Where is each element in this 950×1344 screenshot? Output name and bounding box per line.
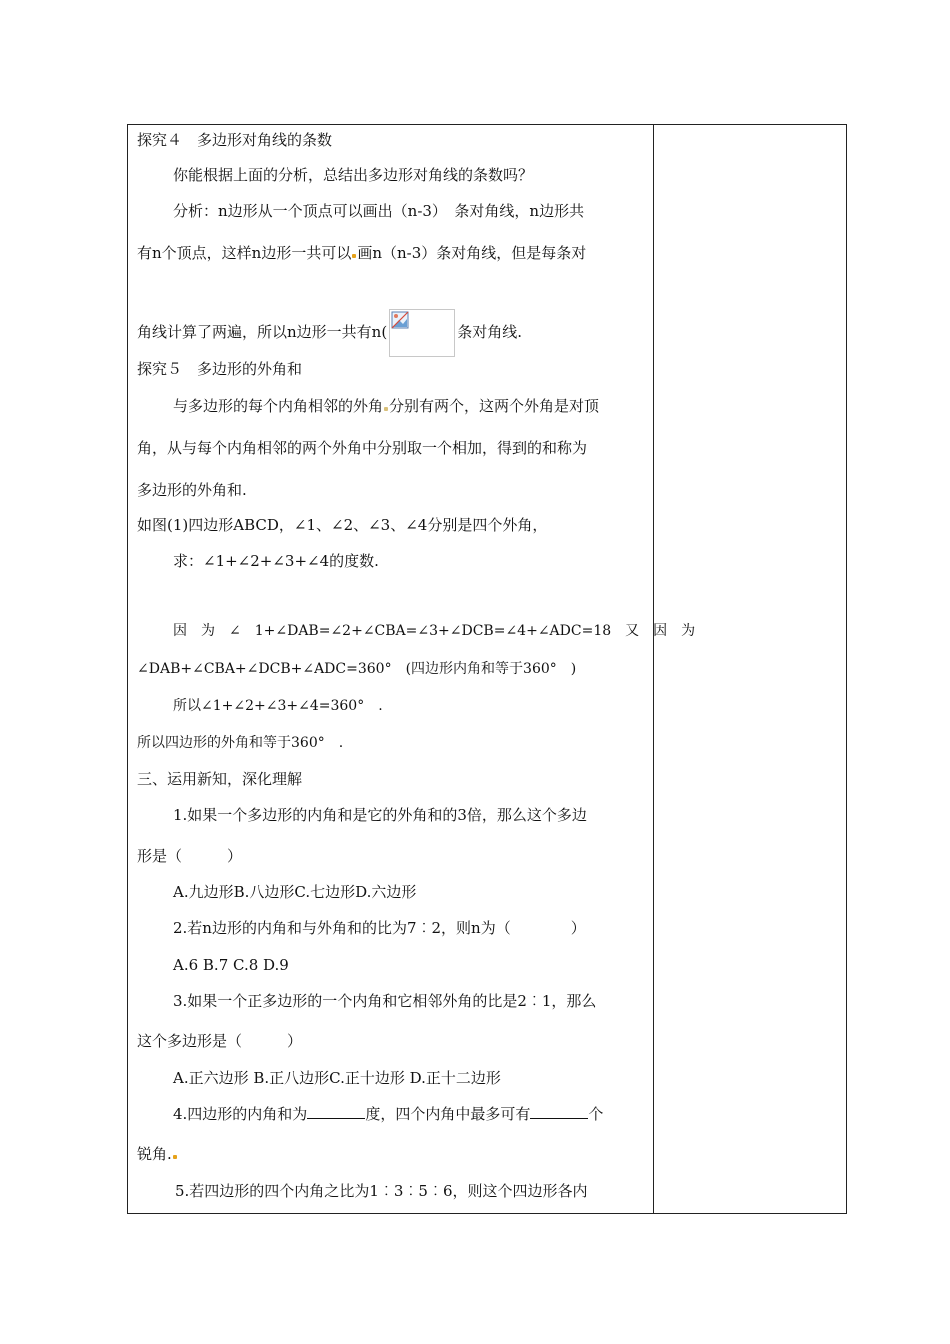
- question4-line1: [173, 1104, 647, 1124]
- section5-proof-line2: ∠DAB+∠CBA+∠DCB+∠ADC=360° (四边形内角和等于360° ): [137, 661, 577, 677]
- question4-text2: 度，四个内角中最多可有: [365, 1105, 531, 1123]
- question3-line1: 3.如果一个正多边形的一个内角和它相邻外角的比是2︰1，那么: [173, 992, 597, 1010]
- question3-options: A.正六边形 B.正八边形C.正十边形 D.正十二边形: [173, 1069, 501, 1087]
- marker-dot: [384, 407, 388, 411]
- section3-heading: 三、运用新知，深化理解: [137, 770, 303, 788]
- question1-line1: 1.如果一个多边形的内角和是它的外角和的3倍，那么这个多边: [173, 806, 587, 824]
- section4-analysis-line2: [137, 243, 647, 263]
- section5-definition-line1: [173, 396, 647, 416]
- question4-text1: 4.四边形的内角和为: [173, 1105, 308, 1123]
- analysis-line3-part2: 条对角线.: [457, 323, 522, 341]
- question4-text3: 个: [588, 1105, 604, 1123]
- section5-proof-line1: 因 为 ∠ 1+∠DAB=∠2+∠CBA=∠3+∠DCB=∠4+∠ADC=18 又 因 为: [173, 623, 696, 639]
- question1-line2: 形是（ ）: [137, 847, 243, 865]
- section4-analysis-line1: 分析：n边形从一个顶点可以画出（n-3） 条对角线，n边形共: [173, 202, 585, 220]
- analysis-line2-part1: 有n个顶点，这样n边形一共可以: [137, 244, 352, 262]
- section4-question: 你能根据上面的分析，总结出多边形对角线的条数吗？: [173, 166, 534, 184]
- answer-blank-degrees[interactable]: [307, 1104, 365, 1119]
- broken-image-icon: [391, 311, 409, 329]
- definition-line1-part2: 分别有两个，这两个外角是对顶: [389, 397, 600, 415]
- question4-text4: 锐角.: [137, 1145, 172, 1163]
- section5-example: 如图(1)四边形ABCD，∠1、∠2、∠3、∠4分别是四个外角，: [137, 516, 548, 534]
- question2-options: A.6 B.7 C.8 D.9: [173, 956, 289, 974]
- section5-definition-line3: 多边形的外角和.: [137, 481, 247, 499]
- formula-image: [389, 309, 455, 357]
- analysis-line2-part2: 画n（n-3）条对角线，但是每条对: [357, 244, 587, 262]
- section4-heading: 探究４ 多边形对角线的条数: [137, 131, 333, 149]
- marker-dot: [352, 254, 356, 258]
- section5-conclusion: 所以四边形的外角和等于360° .: [137, 735, 344, 751]
- section4-analysis-line3: [137, 309, 647, 357]
- question3-line2: 这个多边形是（ ）: [137, 1032, 303, 1050]
- answer-blank-count[interactable]: [530, 1104, 588, 1119]
- lesson-table: [127, 124, 847, 1214]
- section5-ask: 求：∠1+∠2+∠3+∠4的度数.: [173, 552, 379, 570]
- question2: 2.若n边形的内角和与外角和的比为7︰2，则n为（ ）: [173, 919, 586, 937]
- column-divider: [653, 125, 654, 1213]
- definition-line1-part1: 与多边形的每个内角相邻的外角: [173, 397, 384, 415]
- section5-definition-line2: 角，从与每个内角相邻的两个外角中分别取一个相加，得到的和称为: [137, 439, 588, 457]
- question5-line1: 5.若四边形的四个内角之比为1︰3︰5︰6，则这个四边形各内: [175, 1182, 588, 1200]
- analysis-line3-part1: 角线计算了两遍，所以n边形一共有n(: [137, 323, 388, 341]
- section5-proof-line3: 所以∠1+∠2+∠3+∠4=360° .: [173, 698, 383, 714]
- section5-heading: 探究５ 多边形的外角和: [137, 360, 303, 378]
- question1-options: A.九边形B.八边形C.七边形D.六边形: [173, 883, 417, 901]
- marker-dot: [173, 1155, 177, 1159]
- question4-line2: [137, 1144, 647, 1164]
